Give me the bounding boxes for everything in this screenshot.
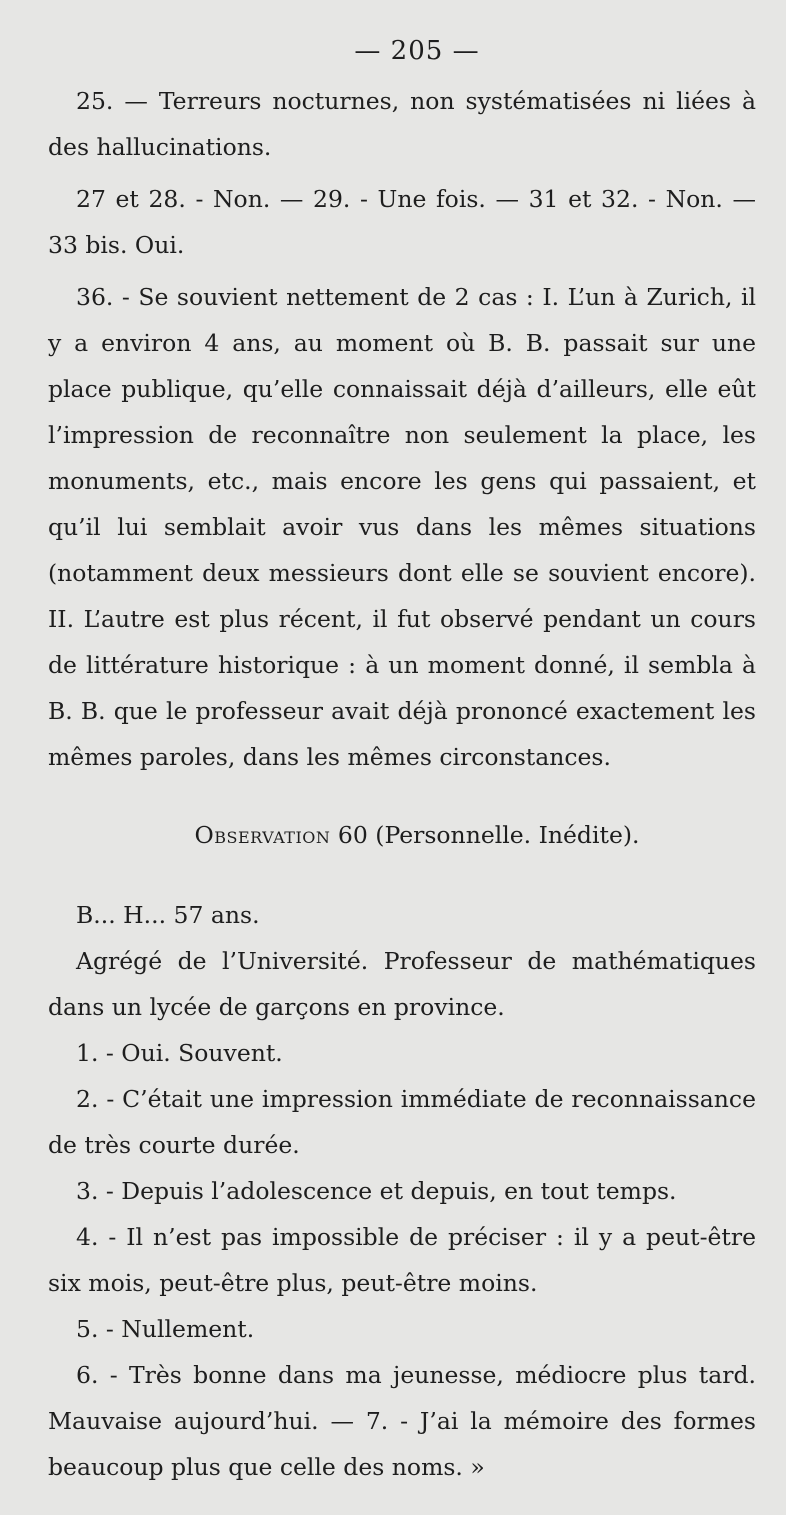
observation-details: (Personnelle. Inédite). xyxy=(375,821,640,849)
page-edge xyxy=(786,0,800,1515)
paragraph-25: 25. — Terreurs nocturnes, non systématisées ni liées à des hallucinations. xyxy=(48,87,756,161)
page-number: — 205 — xyxy=(354,36,480,66)
paragraph-27: 27 et 28. - Non. — 29. - Une fois. — 31 et 32. - Non. — 33 bis. Oui. xyxy=(48,185,756,259)
observation-label: Observation xyxy=(194,821,331,849)
answer-item: 2. - C’était une impression immédiate de reconnaissance de très courte durée. xyxy=(48,1085,756,1159)
answer-item: 4. - Il n’est pas impossible de préciser : il y a peut-être six mois, peut-être plus, peut-être moins. xyxy=(48,1223,756,1297)
answer-item: 3. - Depuis l’adolescence et depuis, en tout temps. xyxy=(76,1177,677,1205)
subject-description: Agrégé de l’Université. Professeur de mathématiques dans un lycée de garçons en province. xyxy=(48,947,756,1021)
answer-item: 5. - Nullement. xyxy=(76,1315,255,1343)
answer-item: 6. - Très bonne dans ma jeunesse, médiocre plus tard. Mauvaise aujourd’hui. — 7. - J’ai la mémoire des formes beaucoup plus que celle des noms. » xyxy=(48,1361,756,1481)
observation-number: 60 xyxy=(337,821,368,849)
observation-heading xyxy=(48,812,756,858)
answer-item: 1. - Oui. Souvent. xyxy=(76,1039,283,1067)
paragraph-36: 36. - Se souvient nettement de 2 cas : I. L’un à Zurich, il y a environ 4 ans, au moment où B. B. passait sur une place publique, qu’elle connaissait déjà d’ailleurs, elle eût l’impression de reconnaître non seulement la place, les monuments, etc., mais encore les gens qui passaient, et qu’il lui semblait avoir vus dans les mêmes situations (notamment deux messieurs dont elle se souvient encore). II. L’autre est plus récent, il fut observé pendant un cours de littérature historique : à un moment donné, il sembla à B. B. que le professeur avait déjà prononcé exactement les mêmes paroles, dans les mêmes circonstances. xyxy=(48,283,756,771)
subject-name: B... H... 57 ans. xyxy=(76,901,260,929)
page-content xyxy=(48,28,756,1490)
